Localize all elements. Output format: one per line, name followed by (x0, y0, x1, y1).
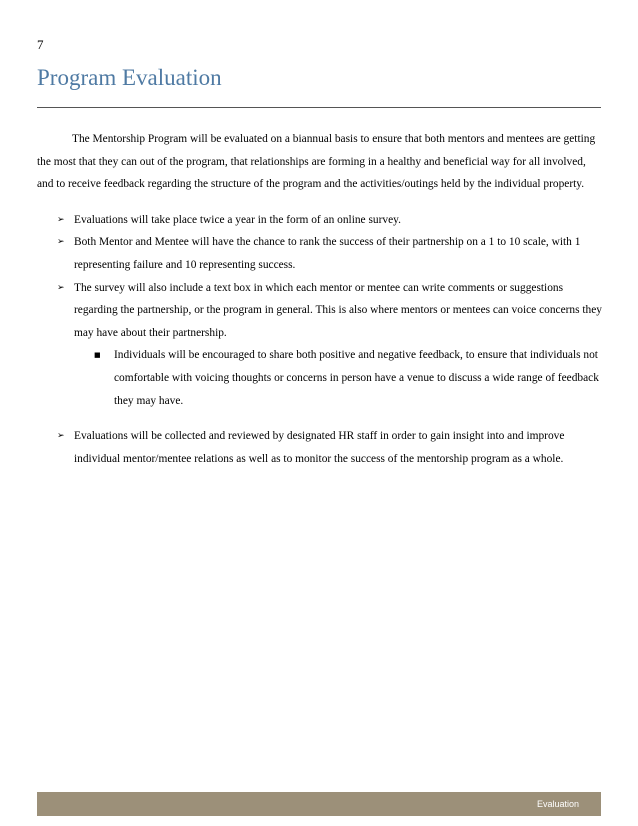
list-item (74, 344, 603, 412)
list-item (37, 425, 603, 470)
bullet-text: The survey will also include a text box in which each mentor or mentee can write comments or suggestions regarding the partnership, or the program in general. This is also where mentors or mentees can voice concerns they may have about their partnership. (74, 281, 603, 339)
bullet-text: Both Mentor and Mentee will have the chance to rank the success of their partnership on a 1 to 10 scale, with 1 representing failure and 10 representing success. (74, 236, 581, 271)
sub-bullet-text: Individuals will be encouraged to share both positive and negative feedback, to ensure that individuals not comfortable with voicing thoughts or concerns in person have a venue to discuss a wide range of feedback they may have. (114, 349, 599, 407)
footer-section-label: Evaluation (536, 799, 579, 809)
bullet-text: Evaluations will be collected and reviewed by designated HR staff in order to gain insight into and improve individual mentor/mentee relations as well as to monitor the success of the mentorship program as a whole. (74, 430, 565, 465)
list-item (37, 277, 603, 413)
arrow-bullet-icon: ➢ (57, 282, 65, 293)
list-item (37, 231, 603, 276)
sub-bullet-list (74, 344, 603, 412)
arrow-bullet-icon: ➢ (57, 237, 65, 248)
square-bullet-icon: ■ (94, 351, 101, 360)
section-heading: Program Evaluation (37, 65, 222, 90)
page-number: 7 (37, 37, 44, 52)
arrow-bullet-icon: ➢ (57, 431, 65, 442)
bullet-text: Evaluations will take place twice a year in the form of an online survey. (74, 213, 401, 226)
body-content (37, 128, 603, 470)
footer-bar (37, 792, 601, 816)
intro-paragraph: The Mentorship Program will be evaluated on a biannual basis to ensure that both mentors and mentees are getting the most that they can out of the program, that relationships are forming in a healthy and beneficial way for all involved, and to receive feedback regarding the structure of the program and the activities/outings held by the individual property. (37, 133, 596, 191)
arrow-bullet-icon: ➢ (57, 214, 65, 225)
bullet-list (37, 209, 603, 471)
heading-divider (37, 107, 601, 108)
list-item (37, 209, 603, 232)
